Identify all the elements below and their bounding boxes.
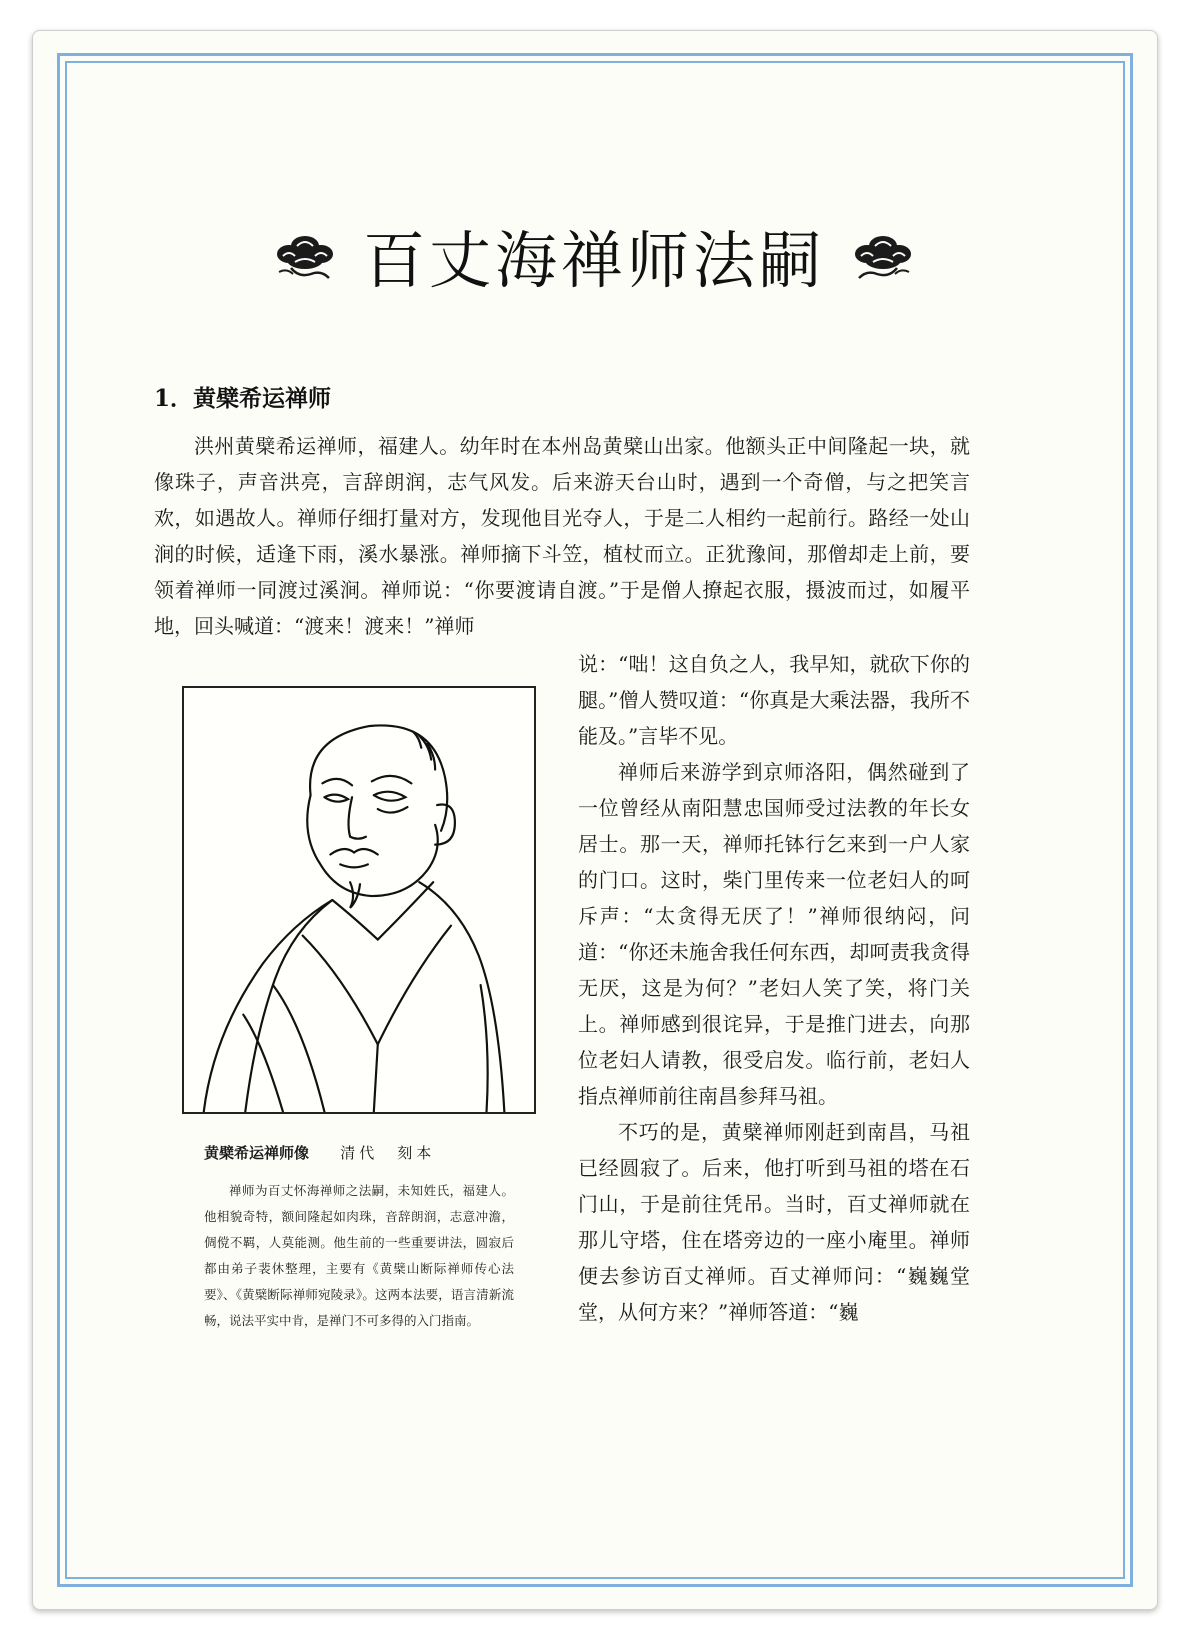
body-paragraph-1-continued: 说：“咄！这自负之人，我早知，就砍下你的腿。”僧人赞叹道：“你真是大乘法器，我所不能及。”言毕不见。 <box>578 652 970 748</box>
body-paragraph-1: 洪州黄檗希运禅师，福建人。幼年时在本州岛黄檗山出家。他额头正中间隆起一块，就像珠子，声音洪亮，言辞朗润，志气风发。后来游天台山时，遇到一个奇僧，与之把笑言欢，如遇故人。禅师仔细打量对方，发现他目光夺人，于是二人相约一起前行。路经一处山涧的时候，适逢下雨，溪水暴涨。禅师摘下斗笠，植杖而立。正犹豫间，那僧却走上前，要领着禅师一同渡过溪涧。禅师说：“你要渡请自渡。”于是僧人撩起衣服，摄波而过，如履平地，回头喊道：“渡来！渡来！”禅师 <box>154 434 970 638</box>
body-right-column <box>578 646 970 1330</box>
title-row <box>0 205 1188 305</box>
caption-note: 禅师为百丈怀海禅师之法嗣，未知姓氏，福建人。他相貌奇特，额间隆起如肉珠，音辞朗润，志意冲澹，倜傥不羁，人莫能测。他生前的一些重要讲法，圆寂后都由弟子裴休整理，主要有《黄檗山断际禅师传心法要》、《黄檗断际禅师宛陵录》。这两本法要，语言清新流畅，说法平实中肯，是禅门不可多得的入门指南。 <box>204 1183 514 1328</box>
cloud-ornament-left-icon <box>269 226 341 284</box>
caption-source: 清代 刻本 <box>340 1144 436 1162</box>
portrait-figure <box>182 686 536 1114</box>
cloud-ornament-right-icon <box>847 226 919 284</box>
page-title: 百丈海禅师法嗣 <box>362 223 825 297</box>
monk-portrait-illustration <box>184 688 534 1112</box>
body-paragraph-3: 不巧的是，黄檗禅师刚赶到南昌，马祖已经圆寂了。后来，他打听到马祖的塔在石门山，于是前往凭吊。当时，百丈禅师就在那儿守塔，住在塔旁边的一座小庵里。禅师便去参访百丈禅师。百丈禅师问：“巍巍堂堂，从何方来？”禅师答道：“巍 <box>578 1120 970 1324</box>
caption-title: 黄檗希运禅师像 <box>204 1144 310 1162</box>
figure-caption <box>204 1142 514 1163</box>
body-paragraph-2: 禅师后来游学到京师洛阳，偶然碰到了一位曾经从南阳慧忠国师受过法教的年长女居士。那一天，禅师托钵行乞来到一户人家的门口。这时，柴门里传来一位老妇人的呵斥声：“太贪得无厌了！”禅师很纳闷，问道：“你还未施舍我任何东西，却呵责我贪得无厌，这是为何？”老妇人笑了笑，将门关上。禅师感到很诧异，于是推门进去，向那位老妇人请教，很受启发。临行前，老妇人指点禅师前往南昌参拜马祖。 <box>578 760 970 1108</box>
section-heading: 1．黄檗希运禅师 <box>154 385 332 412</box>
